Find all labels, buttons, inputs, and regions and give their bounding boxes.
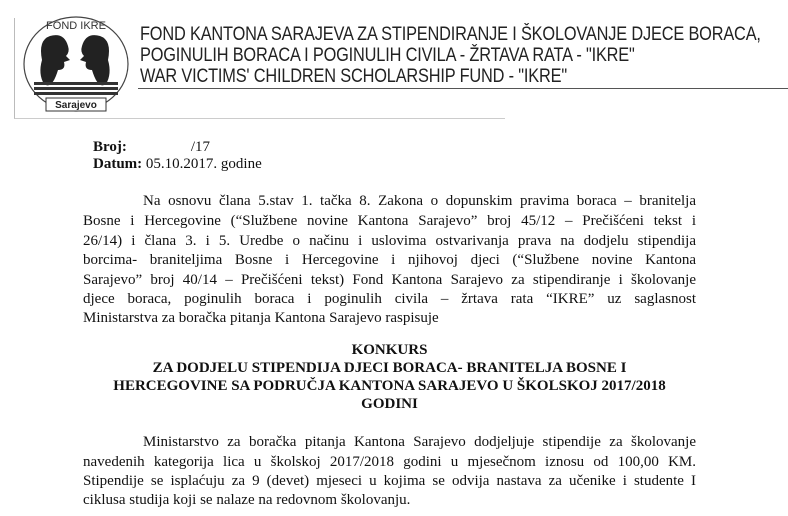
title-line: GODINI [361, 396, 418, 412]
body-line: Ministarstvo za boračka pitanja Kantona Sarajevo dodjeljuje stipendije za školovanje [143, 434, 696, 450]
datum-line: Datum: 05.10.2017. godine [93, 156, 262, 172]
broj-line: Broj: /17 [93, 139, 211, 155]
title-line: HERCEGOVINE SA PODRUČJA KANTONA SARAJEVO U ŠKOLSKOJ 2017/2018 [113, 378, 666, 394]
header-line-1: FOND KANTONA SARAJEVA ZA STIPENDIRANJE I ŠKOLOVANJE DJECE BORACA, [140, 24, 761, 45]
header-line-2: POGINULIH BORACA I POGINULIH CIVILA - ŽRTAVA RATA - "IKRE" [140, 45, 635, 66]
title-line: ZA DODJELU STIPENDIJA DJECI BORACA- BRANITELJA BOSNE I [152, 360, 627, 376]
header-line-3: WAR VICTIMS' CHILDREN SCHOLARSHIP FUND - "IKRE" [140, 66, 567, 87]
body-line: Stipendije se isplaćuju za 9 (devet) mjeseci u kojima se odvija nastava za učenike i studente I [83, 473, 696, 489]
logo-sarajevo-text: Sarajevo [55, 100, 97, 111]
ikre-logo [20, 14, 132, 114]
intro-line: 26/14) i člana 3. i 5. Uredbe o načinu i uslovima ostvarivanja prava na dodjelu stipendija [83, 233, 696, 249]
title-konkurs: KONKURS [351, 342, 428, 358]
header-rule [138, 88, 788, 89]
logo-fond-ikre-text: FOND IKRE [46, 20, 106, 32]
body-line: ciklusa studija koji se nalaze na redovnom školovanju. [83, 492, 411, 508]
intro-line: Na osnovu člana 5.stav 1. tačka 8. Zakona o dopunskim pravima boraca – branitelja [143, 193, 696, 209]
intro-line: Bosne i Hercegovine (“Službene novine Kantona Sarajevo” broj 45/12 – Prečišćeni tekst i [83, 213, 696, 229]
intro-line: Sarajevo” broj 40/14 – Prečišćeni tekst) Fond Kantona Sarajevo za stipendiranje i školovanje [83, 272, 696, 288]
intro-line: Ministarstva za boračka pitanja Kantona Sarajevo raspisuje [83, 310, 439, 326]
intro-line: djece boraca, poginulih boraca i poginulih civila – žrtava rata “IKRE” uz saglasnost [83, 291, 696, 307]
intro-line: borcima- braniteljima Bosne i Hercegovine i njihovoj djeci (“Službene novine Kantona [83, 252, 696, 268]
body-line: navedenih kategorija lica u školskoj 2017/2018 godini u mjesečnom iznosu od 100,00 KM. [83, 454, 696, 470]
